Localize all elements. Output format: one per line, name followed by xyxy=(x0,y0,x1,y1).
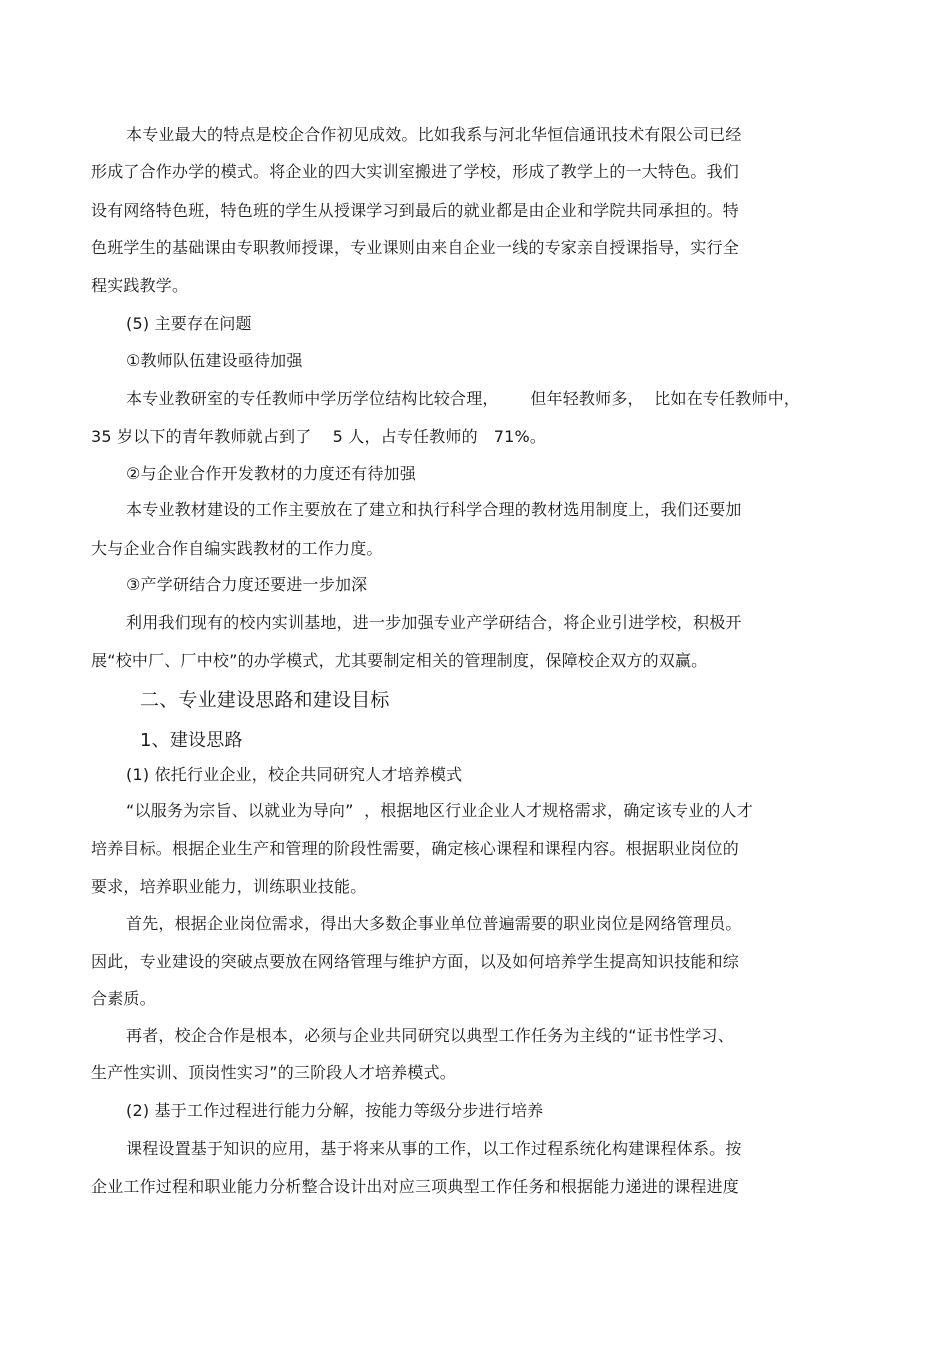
paragraph-line: 形成了合作办学的模式。将企业的四大实训室搬进了学校，形成了教学上的一大特色。我们 xyxy=(91,162,740,181)
paragraph-line: 合素质。 xyxy=(91,989,156,1008)
subsection-heading: ③产学研结合力度还要进一步加深 xyxy=(126,575,368,594)
paragraph-line: 再者，校企合作是根本，必须与企业共同研究以典型工作任务为主线的“证书性学习、 xyxy=(126,1026,734,1045)
paragraph-line: 大与企业合作自编实践教材的工作力度。 xyxy=(91,539,383,558)
chapter-heading: 二、专业建设思路和建设目标 xyxy=(140,689,390,711)
paragraph-line: 展“校中厂、厂中校”的办学模式，尤其要制定相关的管理制度，保障校企双方的双赢。 xyxy=(91,651,708,670)
section-heading: (5) 主要存在问题 xyxy=(126,314,252,333)
paragraph-line: 本专业教材建设的工作主要放在了建立和执行科学合理的教材选用制度上，我们还要加 xyxy=(126,500,742,519)
paragraph-line: 课程设置基于知识的应用，基于将来从事的工作，以工作过程系统化构建课程体系。按 xyxy=(126,1139,742,1158)
paragraph-line: 利用我们现有的校内实训基地，进一步加强专业产学研结合，将企业引进学校，积极开 xyxy=(126,613,742,632)
subsection-heading: (2) 基于工作过程进行能力分解，按能力等级分步进行培养 xyxy=(126,1101,544,1120)
paragraph-line: 培养目标。根据企业生产和管理的阶段性需要，确定核心课程和课程内容。根据职业岗位的 xyxy=(91,839,740,858)
paragraph-line: 首先，根据企业岗位需求，得出大多数企事业单位普遍需要的职业岗位是网络管理员。 xyxy=(126,914,742,933)
paragraph-line: 设有网络特色班，特色班的学生从授课学习到最后的就业都是由企业和学院共同承担的。特 xyxy=(91,201,740,220)
paragraph-line: 本专业最大的特点是校企合作初见成效。比如我系与河北华恒信通讯技术有限公司已经 xyxy=(126,125,742,144)
paragraph-line: 要求，培养职业能力，训练职业技能。 xyxy=(91,877,367,896)
paragraph-line: 企业工作过程和职业能力分析整合设计出对应三项典型工作任务和根据能力递进的课程进度 xyxy=(91,1177,740,1196)
section-heading: 1、建设思路 xyxy=(140,730,243,751)
subsection-heading: ②与企业合作开发教材的力度还有待加强 xyxy=(126,464,416,483)
paragraph-line: “以服务为宗旨、以就业为导向” ，根据地区行业企业人才规格需求，确定该专业的人才 xyxy=(126,801,753,820)
paragraph-line: 因此，专业建设的突破点要放在网络管理与维护方面，以及如何培养学生提高知识技能和综 xyxy=(91,952,740,971)
paragraph-line: 本专业教研室的专任教师中学历学位结构比较合理， 但年轻教师多， 比如在专任教师中， xyxy=(126,389,801,408)
paragraph-line: 色班学生的基础课由专职教师授课，专业课则由来自企业一线的专家亲自授课指导，实行全 xyxy=(91,238,740,257)
subsection-heading: (1) 依托行业企业，校企共同研究人才培养模式 xyxy=(126,765,463,784)
paragraph-line: 35 岁以下的青年教师就占到了 5 人，占专任教师的 71%。 xyxy=(91,427,547,446)
paragraph-line: 程实践教学。 xyxy=(91,276,189,295)
paragraph-line: 生产性实训、顶岗性实习”的三阶段人才培养模式。 xyxy=(91,1063,456,1082)
subsection-heading: ①教师队伍建设亟待加强 xyxy=(126,351,303,370)
